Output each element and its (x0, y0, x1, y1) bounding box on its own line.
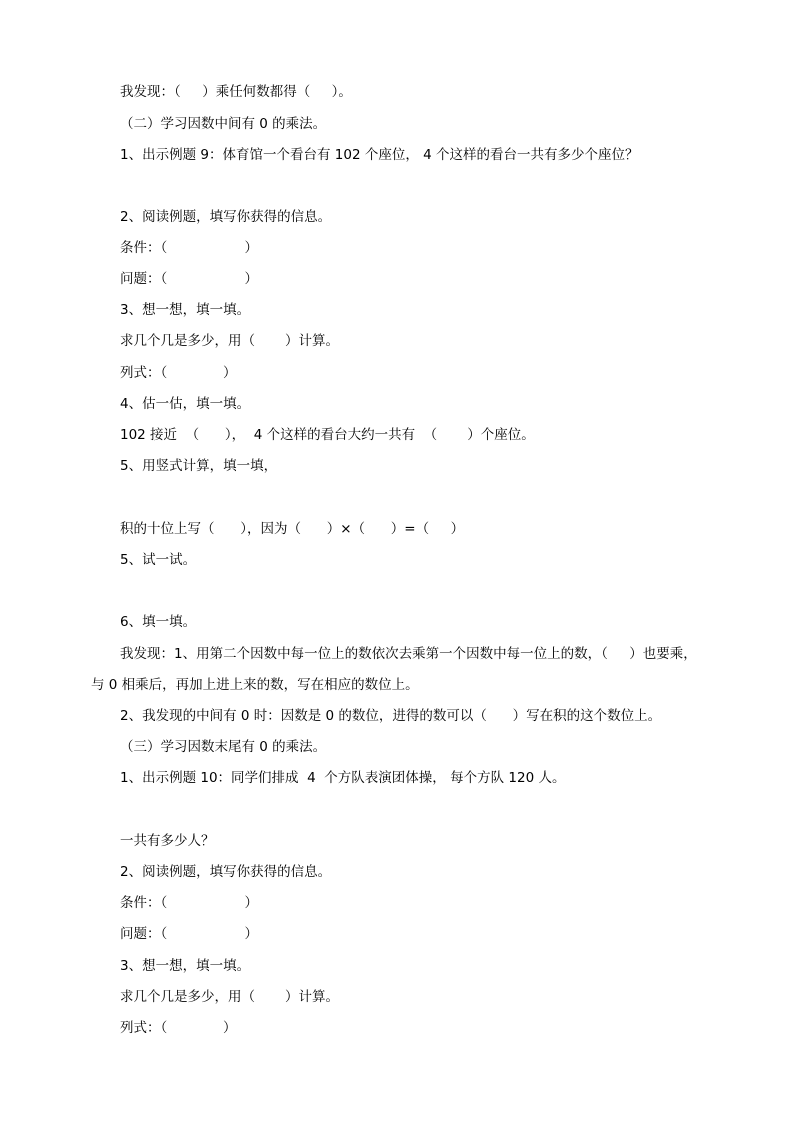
text-line: 问题：（ ） (120, 271, 258, 287)
text-line: 2、我发现的中间有 0 时：因数是 0 的数位，进得的数可以（ ）写在积的这个数位上。 (120, 708, 662, 724)
text-line: 1、出示例题 10：同学们排成 4 个方队表演团体操， 每个方队 120 人。 (120, 770, 566, 786)
text-line: 列式：（ ） (120, 365, 237, 381)
text-line: 条件：（ ） (120, 240, 258, 256)
text-line: 列式：（ ） (120, 1020, 237, 1036)
text-line: 5、试一试。 (120, 552, 197, 568)
text-line: 我发现：1、用第二个因数中每一位上的数依次去乘第一个因数中每一位上的数，（ ）也要乘， (120, 646, 697, 662)
text-line: 6、填一填。 (120, 614, 197, 630)
text-line: 一共有多少人？ (120, 833, 215, 849)
text-line: 积的十位上写（ ），因为（ ）×（ ）=（ ） (120, 521, 465, 537)
section-heading: （三）学习因数末尾有 0 的乘法。 (120, 739, 327, 755)
text-line: 求几个几是多少，用（ ）计算。 (120, 989, 340, 1005)
text-line: 2、阅读例题，填写你获得的信息。 (120, 864, 332, 880)
text-line: 1、出示例题 9：体育馆一个看台有 102 个座位， 4 个这样的看台一共有多少个座位？ (120, 147, 639, 163)
text-line: 与 0 相乘后，再加上进上来的数，写在相应的数位上。 (91, 677, 419, 693)
text-line: 2、阅读例题，填写你获得的信息。 (120, 209, 332, 225)
text-line: 4、估一估，填一填。 (120, 396, 251, 412)
section-heading: （二）学习因数中间有 0 的乘法。 (120, 116, 327, 132)
text-line: 问题：（ ） (120, 926, 258, 942)
text-line: 3、想一想，填一填。 (120, 958, 251, 974)
text-line: 102 接近 （ ）， 4 个这样的看台大约一共有 （ ）个座位。 (120, 427, 535, 443)
text-line: 我发现：（ ）乘任何数都得（ ）。 (120, 84, 352, 100)
text-line: 3、想一想，填一填。 (120, 302, 251, 318)
text-line: 条件：（ ） (120, 895, 258, 911)
text-line: 求几个几是多少，用（ ）计算。 (120, 333, 340, 349)
text-line: 5、用竖式计算，填一填， (120, 458, 278, 474)
